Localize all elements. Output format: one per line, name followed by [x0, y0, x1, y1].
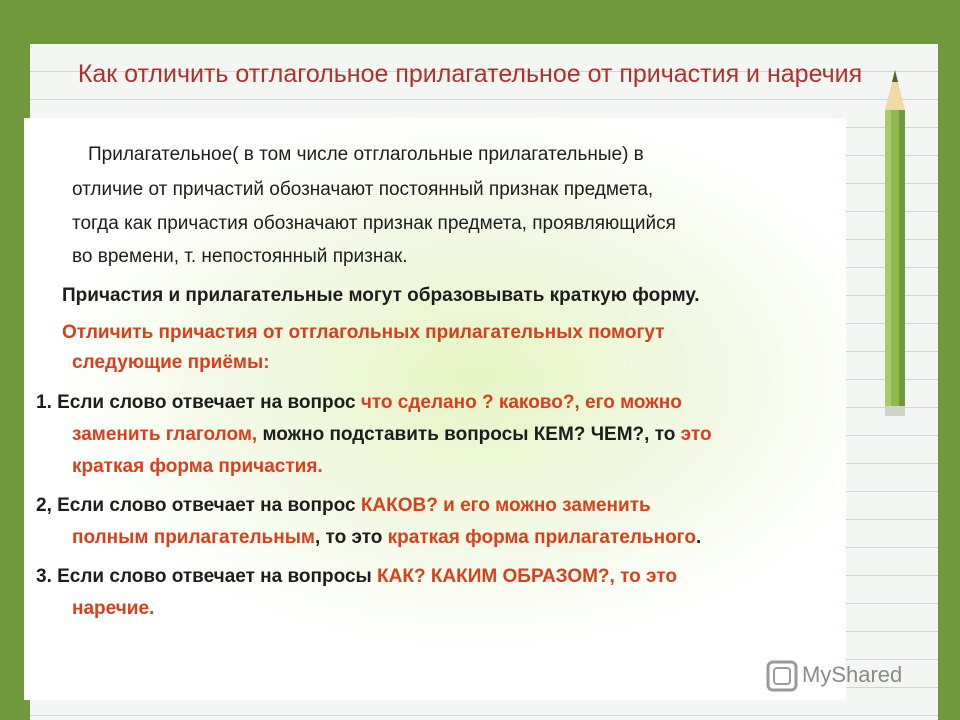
paragraph-2: Причастия и прилагательные могут образовывать краткую форму. — [62, 285, 700, 306]
paragraph-1-line-1: Прилагательное( в том числе отглагольные прилагательные) в — [88, 144, 644, 165]
watermark-text: MyShared — [802, 662, 903, 687]
paragraph-1-line-4: во времени, т. непостоянный признак. — [72, 246, 408, 267]
content-panel — [24, 118, 846, 700]
rule-1-line-3: краткая форма причастия. — [72, 456, 323, 477]
rule-1-line-1: 1. Если слово отвечает на вопрос что сделано ? каково?, его можно — [36, 392, 682, 413]
watermark — [766, 656, 926, 696]
myshared-logo-icon — [766, 660, 798, 692]
pencil-icon — [875, 70, 915, 430]
rule-2-line-2: полным прилагательным, то это краткая форма прилагательного. — [72, 527, 702, 548]
rule-3-line-2: наречие. — [72, 598, 155, 619]
rule-1-line-2: заменить глаголом, можно подставить вопросы КЕМ? ЧЕМ?, то это — [72, 424, 712, 445]
slide-title: Как отличить отглагольное прилагательное от причастия и наречия — [77, 60, 863, 88]
paragraph-3-line-2: следующие приёмы: — [72, 352, 270, 373]
rule-2-line-1: 2, Если слово отвечает на вопрос КАКОВ? и его можно заменить — [36, 495, 651, 516]
rule-3-line-1: 3. Если слово отвечает на вопросы КАК? КАКИМ ОБРАЗОМ?, то это — [36, 566, 677, 587]
paragraph-1-line-2: отличие от причастий обозначают постоянный признак предмета, — [72, 179, 654, 200]
paragraph-1-line-3: тогда как причастия обозначают признак предмета, проявляющийся — [72, 213, 676, 234]
paragraph-3-line-1: Отличить причастия от отглагольных прилагательных помогут — [62, 322, 665, 343]
